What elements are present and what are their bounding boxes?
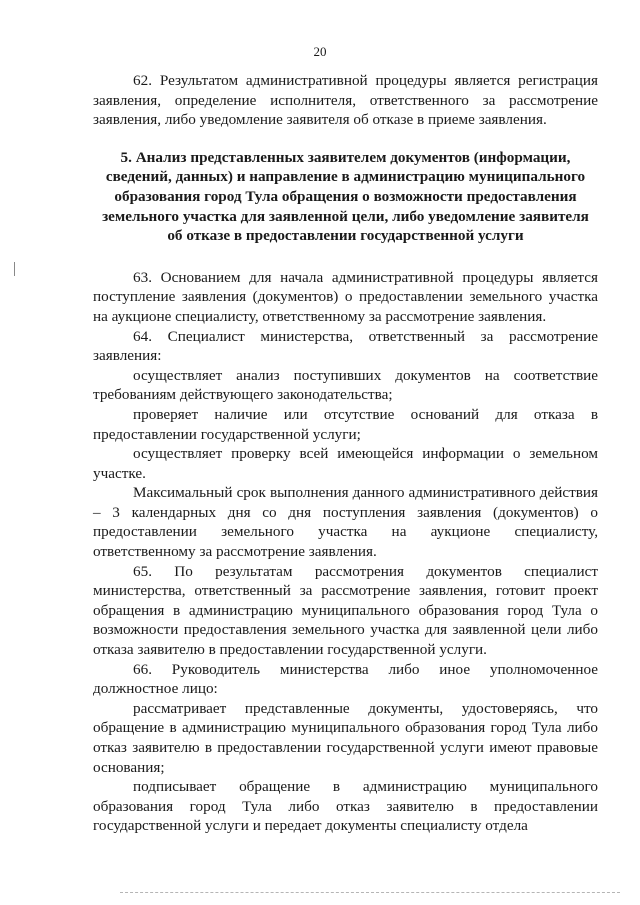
paragraph-66-item-review: рассматривает представленные документы, удостоверяясь, что обращение в администрацию муниципального образования город Тула либо отказ заявителю в предоставлении государственной услуги имеют правовые основания;: [93, 699, 598, 776]
paragraph-64: 64. Специалист министерства, ответственный за рассмотрение заявления:: [93, 327, 598, 365]
paragraph-65: 65. По результатам рассмотрения документов специалист министерства, ответственный за рассмотрение заявления, готовит проект обращения в администрацию муниципального образования город Тула о возможности предоставления земельного участка для заявленной цели либо отказа заявителю в предоставлении государственной услуги.: [93, 562, 598, 659]
paragraph-max-term: Максимальный срок выполнения данного административного действия – 3 календарных дня со дня поступления заявления (документов) о предоставлении земельного участка на аукционе специалисту, ответственному за рассмотрение заявления.: [93, 484, 598, 561]
page-number: 20: [313, 44, 327, 59]
paragraph-66-item-sign: подписывает обращение в администрацию муниципального образования город Тула либо отказ заявителю в предоставлении государственной услуги и передает документы специалисту отдела: [93, 778, 598, 835]
paragraph-64-item-analysis: осуществляет анализ поступивших документов на соответствие требованиям действующего законодательства;: [93, 366, 598, 404]
paragraph-64-item-check: осуществляет проверку всей имеющейся информации о земельном участке.: [93, 445, 598, 482]
paragraph-66: 66. Руководитель министерства либо иное уполномоченное должностное лицо:: [93, 660, 598, 698]
scan-speck: [14, 262, 15, 276]
section-heading: 5. Анализ представленных заявителем документов (информации, сведений, данных) и направление в администрацию муниципального образования город Тула обращения о возможности предоставления земельного участка для заявленной цели, либо уведомление заявителя об отказе в предоставлении государственной услуги: [102, 148, 589, 245]
page-bottom-edge: [120, 892, 620, 895]
paragraph-64-item-grounds: проверяет наличие или отсутствие оснований для отказа в предоставлении государственной услуги;: [93, 405, 598, 443]
document-body: [93, 71, 598, 836]
paragraph-62: 62. Результатом административной процедуры является регистрация заявления, определение исполнителя, ответственного за рассмотрение заявления, либо уведомление заявителя об отказе в приеме заявления.: [93, 72, 598, 129]
paragraph-63: 63. Основанием для начала административной процедуры является поступление заявления (документов) о предоставлении земельного участка на аукционе специалисту, ответственному за рассмотрение заявления.: [93, 268, 598, 325]
